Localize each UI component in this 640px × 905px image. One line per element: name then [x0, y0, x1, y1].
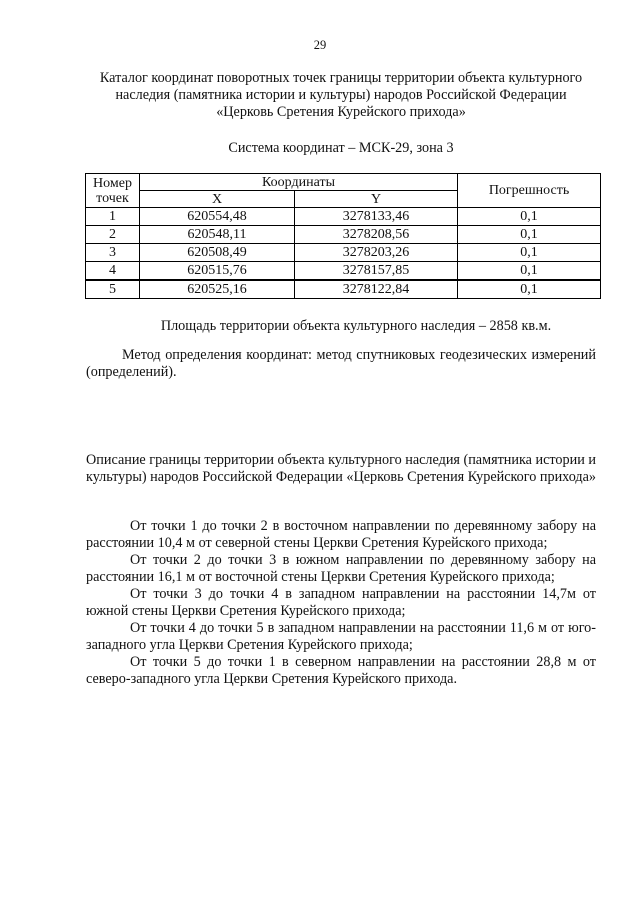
cell-error: 0,1 — [458, 226, 601, 244]
table-row — [86, 280, 601, 299]
cell-x: 620554,48 — [140, 208, 295, 226]
description-paragraph: От точки 4 до точки 5 в западном направлении на расстоянии 11,6 м от юго-западного угла Церкви Сретения Курейского прихода; — [86, 620, 596, 653]
boundary-description-title: Описание границы территории объекта культурного наследия (памятника истории и культуры) народов Российской Федерации «Церковь Сретения Курейского прихода» — [86, 452, 597, 485]
cell-y: 3278157,85 — [295, 262, 458, 281]
page-number: 29 — [313, 38, 327, 52]
cell-y: 3278208,56 — [295, 226, 458, 244]
header-x: X — [140, 191, 295, 208]
description-paragraph: От точки 2 до точки 3 в южном направлении по деревянному забору на расстоянии 16,1 м от восточной стены Церкви Сретения Курейского прихода; — [86, 552, 596, 585]
cell-x: 620525,16 — [140, 280, 295, 299]
cell-error: 0,1 — [458, 244, 601, 262]
description-paragraph: От точки 1 до точки 2 в восточном направлении по деревянному забору на расстоянии 10,4 м от северной стены Церкви Сретения Курейского прихода; — [86, 518, 596, 551]
area-statement: Площадь территории объекта культурного наследия – 2858 кв.м. — [160, 318, 552, 334]
cell-x: 620508,49 — [140, 244, 295, 262]
header-y: Y — [295, 191, 458, 208]
catalog-title: Каталог координат поворотных точек границы территории объекта культурного наследия (памятника истории и культуры) народов Российской Федерации «Церковь Сретения Курейского прихода» — [99, 70, 583, 120]
cell-point: 5 — [86, 280, 140, 299]
cell-error: 0,1 — [458, 280, 601, 299]
cell-error: 0,1 — [458, 262, 601, 281]
boundary-description — [86, 518, 596, 688]
cell-x: 620548,11 — [140, 226, 295, 244]
cell-y: 3278133,46 — [295, 208, 458, 226]
cell-error: 0,1 — [458, 208, 601, 226]
header-error: Погрешность — [458, 174, 601, 208]
coordinates-table — [85, 173, 601, 299]
header-point-number: Номер точек — [86, 174, 140, 208]
cell-point: 3 — [86, 244, 140, 262]
table-row — [86, 244, 601, 262]
cell-point: 4 — [86, 262, 140, 281]
cell-point: 1 — [86, 208, 140, 226]
description-paragraph: От точки 5 до точки 1 в северном направлении на расстоянии 28,8 м от северо-западного угла Церкви Сретения Курейского прихода. — [86, 654, 596, 687]
table-row — [86, 208, 601, 226]
cell-y: 3278203,26 — [295, 244, 458, 262]
header-coordinates: Координаты — [140, 174, 458, 191]
coordinate-system: Система координат – МСК-29, зона 3 — [228, 140, 454, 156]
table-row — [86, 226, 601, 244]
cell-y: 3278122,84 — [295, 280, 458, 299]
cell-x: 620515,76 — [140, 262, 295, 281]
table-header-row — [86, 174, 601, 191]
method-paragraph — [86, 347, 596, 381]
table-row — [86, 262, 601, 281]
method-text: Метод определения координат: метод спутниковых геодезических измерений (определений). — [86, 347, 596, 380]
description-paragraph: От точки 3 до точки 4 в западном направлении на расстоянии 14,7м от южной стены Церкви Сретения Курейского прихода; — [86, 586, 596, 619]
cell-point: 2 — [86, 226, 140, 244]
